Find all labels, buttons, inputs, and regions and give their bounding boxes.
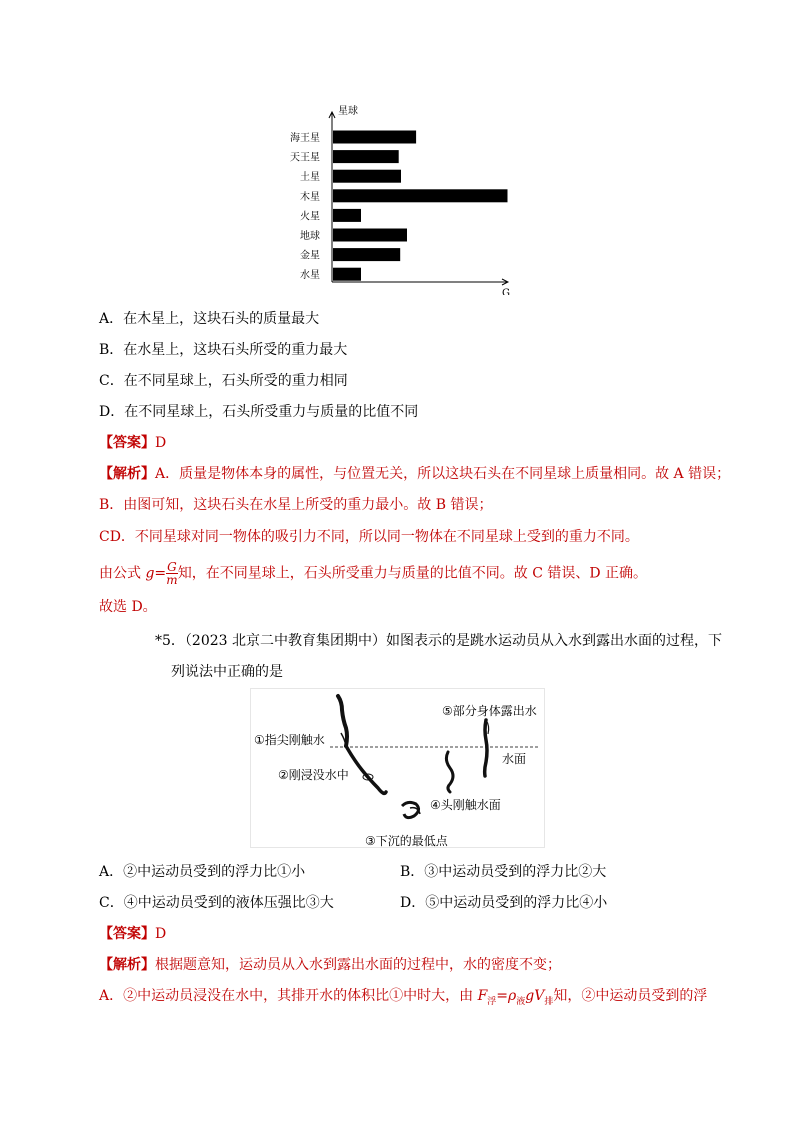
question5-line2: 列说法中正确的是 — [171, 664, 283, 680]
option-c-q4: C．在不同星球上，石头所受的重力相同 — [99, 373, 348, 389]
analysis-q5-line1 — [99, 955, 561, 975]
analysis-tag: 【解析】 — [99, 957, 155, 973]
formula-F-sub: 浮 — [487, 996, 497, 1007]
label-head-touch: ④头刚触水面 — [430, 798, 501, 812]
tick-label-水星: 水星 — [300, 270, 320, 282]
tick-label-金星: 金星 — [300, 250, 320, 262]
formula-g: g — [145, 565, 155, 582]
label-lowest-point: ③下沉的最低点 — [365, 834, 448, 848]
formula-prefix: 由公式 — [99, 565, 146, 582]
formula-fraction — [166, 561, 178, 586]
tick-label-火星: 火星 — [300, 211, 320, 223]
option-b-q4: B．在水星上，这块石头所受的重力最大 — [99, 342, 348, 358]
label-fingertip: ①指尖刚触水 — [254, 733, 325, 747]
diver-4 — [446, 752, 453, 792]
option-d-q5: D．⑤中运动员受到的浮力比④小 — [400, 895, 608, 911]
option-c-q5: C．④中运动员受到的液体压强比③大 — [99, 895, 334, 911]
tick-label-木星: 木星 — [300, 191, 320, 203]
diver-5 — [485, 720, 487, 776]
tick-label-土星: 土星 — [300, 172, 320, 184]
diver-3 — [402, 802, 419, 817]
tick-label-地球: 地球 — [300, 231, 320, 242]
fraction-denominator: m — [166, 573, 178, 587]
formula-rho-sub: 液 — [516, 996, 526, 1007]
diver-diagram — [250, 688, 545, 848]
formula-V: V — [534, 988, 545, 1004]
diver-2 — [346, 746, 386, 793]
formula-g: g — [525, 988, 535, 1004]
option-a-q5: A．②中运动员受到的浮力比①小 — [99, 864, 306, 880]
formula-eq: = — [496, 988, 509, 1004]
planet-gravity-bar-chart — [280, 100, 520, 295]
option-d-q4: D．在不同星球上，石头所受重力与质量的比值不同 — [99, 404, 419, 420]
analysis-q5-line2 — [99, 986, 707, 1012]
option-b-q5: B．③中运动员受到的浮力比②大 — [400, 864, 607, 880]
formula-eq: = — [154, 565, 167, 582]
analysis-q4-line5: 故选 D。 — [99, 599, 157, 615]
bar-水星 — [333, 268, 361, 281]
y-axis-title: 星球 — [338, 106, 358, 117]
bar-海王星 — [333, 131, 416, 144]
analysis-q4-line3: CD．不同星球对同一物体的吸引力不同，所以同一物体在不同星球上受到的重力不同。 — [99, 529, 639, 545]
label-partial-out: ⑤部分身体露出水 — [442, 704, 537, 718]
question5-line1: *5．（2023 北京二中教育集团期中）如图表示的是跳水运动员从入水到露出水面的过程，下 — [155, 633, 722, 649]
analysis-q4-line1 — [99, 464, 730, 484]
answer-tag: 【答案】 — [99, 435, 155, 451]
x-axis-title: G — [502, 288, 510, 295]
analysis-q4-line4 — [99, 561, 647, 586]
formula-V-sub: 排 — [544, 996, 554, 1007]
option-a-q4: A．在木星上，这块石头的质量最大 — [99, 311, 320, 327]
answer-q4 — [99, 433, 166, 453]
tick-label-海王星: 海王星 — [290, 133, 320, 144]
label-water-surface: 水面 — [502, 752, 527, 766]
bar-地球 — [333, 229, 407, 242]
diver-1 — [338, 696, 347, 746]
bar-木星 — [333, 189, 508, 202]
formula-suffix: 知，在不同星球上，石头所受重力与质量的比值不同。故 C 错误、D 正确。 — [177, 565, 648, 582]
bar-火星 — [333, 209, 361, 222]
answer-q5 — [99, 924, 166, 944]
analysis-text-pre: A．②中运动员浸没在水中，其排开水的体积比①中时大，由 — [99, 988, 478, 1004]
fraction-numerator: G — [167, 560, 177, 574]
analysis-text: 根据题意知，运动员从入水到露出水面的过程中，水的密度不变； — [155, 957, 561, 973]
formula-F: F — [477, 988, 488, 1004]
bar-土星 — [333, 170, 401, 183]
label-submerged: ②刚浸没水中 — [278, 768, 349, 782]
analysis-text: A．质量是物体本身的属性，与位置无关，所以这块石头在不同星球上质量相同。故 A 错误； — [155, 466, 731, 482]
analysis-tag: 【解析】 — [99, 466, 155, 482]
bar-天王星 — [333, 150, 399, 163]
tick-label-天王星: 天王星 — [290, 152, 320, 164]
analysis-q4-line2: B．由图可知，这块石头在水星上所受的重力最小。故 B 错误； — [99, 497, 493, 513]
bar-金星 — [333, 248, 400, 261]
analysis-text-post: 知，②中运动员受到的浮 — [553, 988, 708, 1004]
formula-rho: ρ — [508, 988, 517, 1004]
answer-value: D — [155, 926, 167, 942]
answer-tag: 【答案】 — [99, 926, 155, 942]
answer-value: D — [155, 435, 167, 451]
